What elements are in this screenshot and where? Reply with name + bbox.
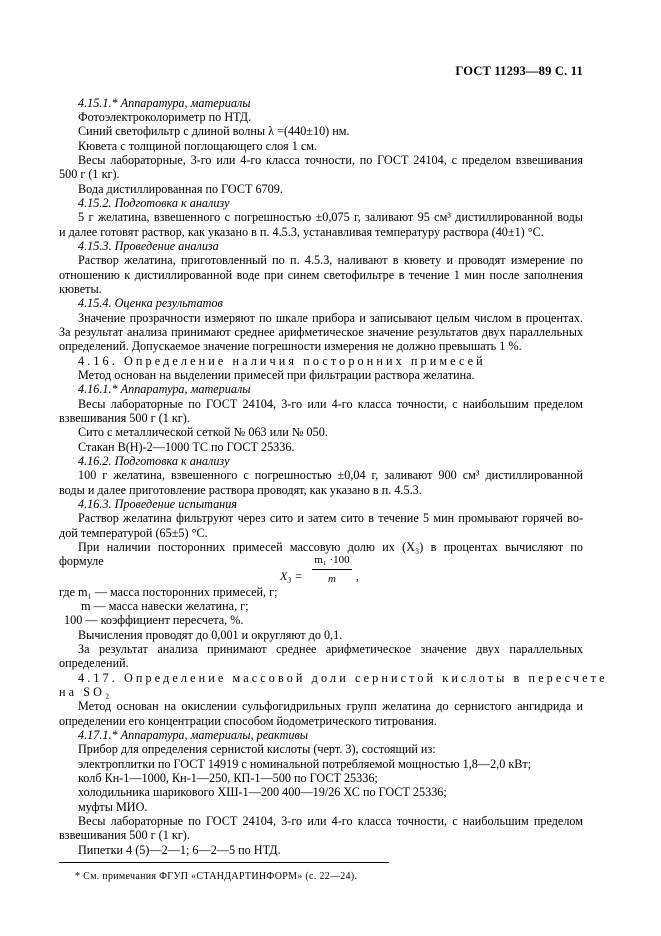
text-line: и далее готовят раствор, как указано в п. 4.5.3, устанавливая температуру раствора (40±1) °С. <box>59 225 544 239</box>
text-line: При наличии посторонних примесей массовую долю их (X₃) в процентах вычисляют по <box>78 540 583 554</box>
text-line: Весы лабораторные по ГОСТ 24104, 3-го или 4-го класса точности, с наибольшим пределом <box>78 814 583 828</box>
text-line: определений. Допускаемое значение погрешности измерения не должно превышать 1 %. <box>59 339 522 353</box>
text-line: 5 г желатина, взвешенного с погрешностью ±0,075 г, заливают 95 см³ дистиллированной воды <box>78 210 583 224</box>
text-line: Стакан В(Н)-2—1000 ТС по ГОСТ 25336. <box>78 440 295 454</box>
subsection-heading: 4.16.1.* Аппаратура, материалы <box>78 382 251 396</box>
subsection-heading: 4.16.3. Проведение испытания <box>78 497 237 511</box>
text-line: дой температурой (65±5) °С. <box>59 526 208 540</box>
text-line: определении его концентрации способом йодометрического титрования. <box>59 714 437 728</box>
formula-comma: , <box>356 569 359 583</box>
text-line: холодильника шарикового ХШ-1—200 400—19/26 ХС по ГОСТ 25336; <box>78 785 447 799</box>
text-line: m — масса навески желатина, г; <box>81 599 249 613</box>
text-line: где m₁ — масса посторонних примесей, г; <box>59 585 278 599</box>
subsection-heading: 4.15.2. Подготовка к анализу <box>78 196 230 210</box>
subsection-heading: 4.15.4. Оценка результатов <box>78 296 223 310</box>
text-line: воды и далее приготовление раствора проводят, как указано в п. 4.5.3. <box>59 483 422 497</box>
text-line: За результат анализа принимают среднее арифметическое значение результатов двух параллельных <box>59 325 583 339</box>
text-line: Фотоэлектроколориметр по НТД. <box>78 110 252 124</box>
text-line: Синий светофильтр с длиной волны λ =(440±10) нм. <box>78 124 350 138</box>
subsection-heading: 4.16.2. Подготовка к анализу <box>78 454 230 468</box>
text-line: муфты МИО. <box>78 800 148 814</box>
text-line: Вычисления проводят до 0,001 и округляют до 0,1. <box>78 628 343 642</box>
subsection-heading: 4.15.3. Проведение анализа <box>78 239 219 253</box>
page-header: ГОСТ 11293—89 С. 11 <box>455 64 583 78</box>
subsection-heading: 4.15.1.* Аппаратура, материалы <box>78 96 251 110</box>
text-line: Сито с металлической сеткой № 063 или № 050. <box>78 425 328 439</box>
section-heading: 4.16. Определение наличия посторонних примесей <box>78 354 486 368</box>
subsection-heading: 4.17.1.* Аппаратура, материалы, реактивы <box>78 728 309 742</box>
formula-denominator: m <box>328 573 336 585</box>
text-line: Метод основан на выделении примесей при фильтрации раствора желатина. <box>78 368 475 382</box>
text-line: Вода дистиллированная по ГОСТ 6709. <box>78 182 283 196</box>
text-line: Весы лабораторные по ГОСТ 24104, 3-го или 4-го класса точности, с наибольшим пределом <box>78 397 583 411</box>
text-line: 500 г (1 кг). <box>59 167 120 181</box>
section-heading: на SO₂ <box>59 685 113 699</box>
text-line: 100 г желатина, взвешенного с погрешностью ±0,04 г, заливают 900 см³ дистиллированной <box>78 468 583 482</box>
text-line: Метод основан на окислении сульфогидрильных групп желатина до сернистого ангидрида и <box>78 699 583 713</box>
text-line: Пипетки 4 (5)—2—1; 6—2—5 по НТД. <box>78 843 281 857</box>
text-line: колб Кн-1—1000, Кн-1—250, КП-1—500 по ГОСТ 25336; <box>78 771 378 785</box>
text-line: Кювета с толщиной поглощающего слоя 1 см. <box>78 139 317 153</box>
text-line: взвешивания 500 г (1 кг). <box>59 411 190 425</box>
text-line: отношению к дистиллированной воде при синем светофильтре в течение 1 мин после заполнения <box>59 268 583 282</box>
formula-fraction <box>312 554 352 585</box>
text-line: электроплитки по ГОСТ 14919 с номинальной потребляемой мощностью 1,8—2,0 кВт; <box>78 757 532 771</box>
text-line: Значение прозрачности измеряют по шкале прибора и записывают целым числом в процентах. <box>78 311 583 325</box>
text-line: Прибор для определения сернистой кислоты (черт. 3), состоящий из: <box>78 742 436 756</box>
formula-numerator: m₁ ·100 <box>314 554 350 566</box>
text-line: взвешивания 500 г (1 кг). <box>59 828 190 842</box>
footnote-divider <box>59 862 389 863</box>
text-line: Раствор желатина фильтруют через сито и затем сито в течение 5 мин промывают горячей во- <box>78 511 583 525</box>
text-line: кюветы. <box>59 282 102 296</box>
text-line: 100 — коэффициент пересчета, %. <box>64 613 244 627</box>
text-line: формуле <box>59 554 104 568</box>
text-line: определений. <box>59 656 129 670</box>
text-line: Раствор желатина, приготовленный по п. 4.5.3, наливают в кювету и проводят измерение по <box>78 253 583 267</box>
footnote: * См. примечания ФГУП «СТАНДАРТИНФОРМ» (с. 22—24). <box>75 871 358 882</box>
fraction-bar <box>312 569 352 570</box>
text-line: Весы лабораторные, 3-го или 4-го класса точности, по ГОСТ 24104, с пределом взвешивания <box>78 153 583 167</box>
text-line: За результат анализа принимают среднее арифметическое значение двух параллельных <box>78 642 583 656</box>
section-heading: 4.17. Определение массовой доли сернистой кислоты в пересчете <box>78 671 608 685</box>
formula-lhs: X₃ = <box>280 569 303 583</box>
